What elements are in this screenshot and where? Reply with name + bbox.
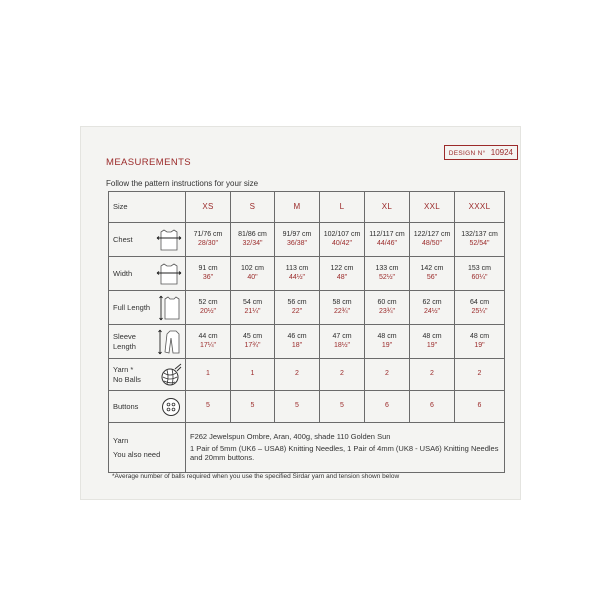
size-m: M [275, 192, 320, 223]
subtitle: Follow the pattern instructions for your size [106, 179, 259, 188]
materials-text [186, 423, 505, 473]
table-row [109, 391, 505, 423]
table-cell: 6 [455, 391, 505, 423]
measurement-table [108, 191, 505, 473]
table-cell: 45 cm 17¾" [231, 325, 275, 359]
table-cell: 5 [231, 391, 275, 423]
table-row [109, 291, 505, 325]
label-line-2: Length [113, 341, 136, 351]
table-cell: 54 cm 21¼" [231, 291, 275, 325]
table-cell: 60 cm 23¾" [365, 291, 410, 325]
row-label-sleeve-length [109, 325, 186, 359]
sweater-width-icon [156, 261, 182, 287]
table-cell: 46 cm 18" [275, 325, 320, 359]
table-cell: 91 cm 36" [186, 257, 231, 291]
table-cell: 2 [410, 359, 455, 391]
row-label-chest [109, 223, 186, 257]
design-number-box [444, 145, 518, 160]
size-xxl: XXL [410, 192, 455, 223]
design-number: 10924 [490, 148, 513, 157]
sleeve-length-icon [156, 328, 182, 356]
size-xl: XL [365, 192, 410, 223]
table-cell: 112/117 cm 44/46" [365, 223, 410, 257]
table-cell: 6 [365, 391, 410, 423]
table-cell: 71/76 cm 28/30" [186, 223, 231, 257]
table-cell: 122/127 cm 48/50" [410, 223, 455, 257]
size-s: S [231, 192, 275, 223]
table-cell: 44 cm 17¼" [186, 325, 231, 359]
table-cell: 1 [186, 359, 231, 391]
table-cell: 81/86 cm 32/34" [231, 223, 275, 257]
button-icon [160, 396, 182, 418]
materials-labels [109, 423, 186, 473]
table-cell: 133 cm 52½" [365, 257, 410, 291]
yarn-label: Yarn [113, 435, 129, 445]
table-cell: 102/107 cm 40/42" [320, 223, 365, 257]
table-cell: 142 cm 56" [410, 257, 455, 291]
table-cell: 122 cm 48" [320, 257, 365, 291]
table-cell: 113 cm 44½" [275, 257, 320, 291]
table-cell: 2 [365, 359, 410, 391]
sweater-chest-icon [156, 227, 182, 253]
table-cell: 5 [275, 391, 320, 423]
size-l: L [320, 192, 365, 223]
table-row [109, 223, 505, 257]
measurements-card [80, 126, 521, 500]
table-cell: 56 cm 22" [275, 291, 320, 325]
table-cell: 2 [275, 359, 320, 391]
yarn-ball-icon [158, 363, 182, 387]
table-cell: 1 [231, 359, 275, 391]
row-label-width [109, 257, 186, 291]
row-label-yarn-balls [109, 359, 186, 391]
row-label-buttons [109, 391, 186, 423]
table-cell: 58 cm 22¾" [320, 291, 365, 325]
design-label: DESIGN N° [448, 150, 486, 157]
table-cell: 48 cm 19" [455, 325, 505, 359]
table-cell: 5 [186, 391, 231, 423]
yarn-text: F262 Jewelspun Ombre, Aran, 400g, shade 110 Golden Sun [190, 432, 391, 442]
materials-row [109, 423, 505, 473]
size-xs: XS [186, 192, 231, 223]
label-text: Full Length [113, 302, 151, 312]
table-row [109, 325, 505, 359]
table-cell: 91/97 cm 36/38" [275, 223, 320, 257]
table-cell: 52 cm 20½" [186, 291, 231, 325]
table-cell: 47 cm 18½" [320, 325, 365, 359]
table-cell: 2 [455, 359, 505, 391]
table-cell: 62 cm 24½" [410, 291, 455, 325]
table-cell: 64 cm 25¼" [455, 291, 505, 325]
size-header-row [109, 192, 505, 223]
row-label-full-length [109, 291, 186, 325]
measurements-heading: MEASUREMENTS [106, 157, 192, 168]
table-cell: 48 cm 19" [365, 325, 410, 359]
table-cell: 48 cm 19" [410, 325, 455, 359]
need-label: You also need [113, 450, 161, 459]
table-row [109, 359, 505, 391]
label-text: Chest [113, 234, 133, 244]
table-cell: 153 cm 60¼" [455, 257, 505, 291]
table-row [109, 257, 505, 291]
table-cell: 132/137 cm 52/54" [455, 223, 505, 257]
sweater-length-icon [158, 294, 182, 322]
label-text: Buttons [113, 401, 139, 411]
label-text: Width [113, 268, 133, 278]
label-line-2: No Balls [113, 374, 141, 384]
table-cell: 5 [320, 391, 365, 423]
label-line-1: Sleeve [113, 332, 136, 342]
footnote: *Average number of balls required when you use the specified Sirdar yarn and tension shown below [112, 473, 400, 480]
table-cell: 6 [410, 391, 455, 423]
table-cell: 102 cm 40" [231, 257, 275, 291]
size-xxxl: XXXL [455, 192, 505, 223]
table-cell: 2 [320, 359, 365, 391]
need-text: 1 Pair of 5mm (UK6 – USA8) Knitting Needles, 1 Pair of 4mm (UK8 - USA6) Knitting Needles and 20mm buttons. [190, 443, 499, 463]
label-line-1: Yarn * [113, 365, 134, 375]
size-label: Size [109, 192, 186, 223]
